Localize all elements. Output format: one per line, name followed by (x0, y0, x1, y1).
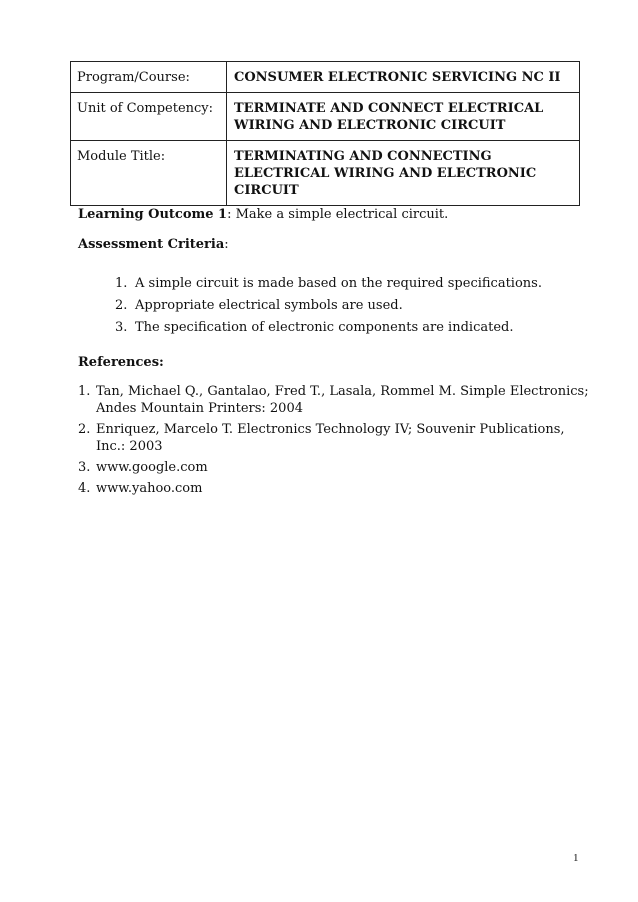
learning-outcome-text: : Make a simple electrical circuit. (227, 207, 449, 222)
list-item (115, 275, 585, 292)
module-title-label: Module Title: (71, 141, 227, 206)
list-text: www.google.com (96, 460, 208, 475)
list-item (78, 421, 593, 455)
module-title-value: TERMINATING AND CONNECTING ELECTRICAL WIRING AND ELECTRONIC CIRCUIT (227, 141, 580, 206)
list-number: 3. (115, 320, 128, 335)
table-row-program (71, 62, 580, 93)
list-text: Enriquez, Marcelo T. Electronics Technology IV; Souvenir Publications, Inc.: 2003 (96, 422, 565, 454)
references-title: References: (78, 355, 164, 370)
page-number: 1 (573, 852, 579, 864)
assessment-criteria-list (115, 275, 585, 341)
list-number: 2. (78, 422, 91, 437)
list-text: www.yahoo.com (96, 481, 203, 496)
learning-outcome (78, 206, 588, 223)
program-label: Program/Course: (71, 62, 227, 93)
list-text: Tan, Michael Q., Gantalao, Fred T., Lasala, Rommel M. Simple Electronics; Andes Mountain Printers: 2004 (96, 384, 589, 416)
unit-value: TERMINATE AND CONNECT ELECTRICAL WIRING AND ELECTRONIC CIRCUIT (227, 93, 580, 141)
list-item (78, 480, 593, 497)
learning-outcome-label: Learning Outcome 1 (78, 207, 228, 222)
list-number: 2. (115, 298, 128, 313)
list-text: The specification of electronic components are indicated. (135, 320, 514, 335)
table-row-module (71, 141, 580, 206)
list-number: 1. (78, 384, 91, 399)
table-row-unit (71, 93, 580, 141)
assessment-criteria-colon: : (224, 237, 229, 252)
list-number: 4. (78, 481, 91, 496)
program-value: CONSUMER ELECTRONIC SERVICING NC II (227, 62, 580, 93)
list-item (78, 383, 593, 417)
list-item (78, 459, 593, 476)
list-item (115, 319, 585, 336)
references-list (78, 383, 593, 501)
references-heading (78, 354, 588, 371)
module-info-table (70, 61, 580, 206)
list-text: A simple circuit is made based on the required specifications. (135, 276, 542, 291)
list-number: 3. (78, 460, 91, 475)
assessment-criteria-heading (78, 236, 588, 253)
list-text: Appropriate electrical symbols are used. (135, 298, 403, 313)
unit-label: Unit of Competency: (71, 93, 227, 141)
list-number: 1. (115, 276, 128, 291)
list-item (115, 297, 585, 314)
assessment-criteria-label: Assessment Criteria (78, 237, 225, 252)
